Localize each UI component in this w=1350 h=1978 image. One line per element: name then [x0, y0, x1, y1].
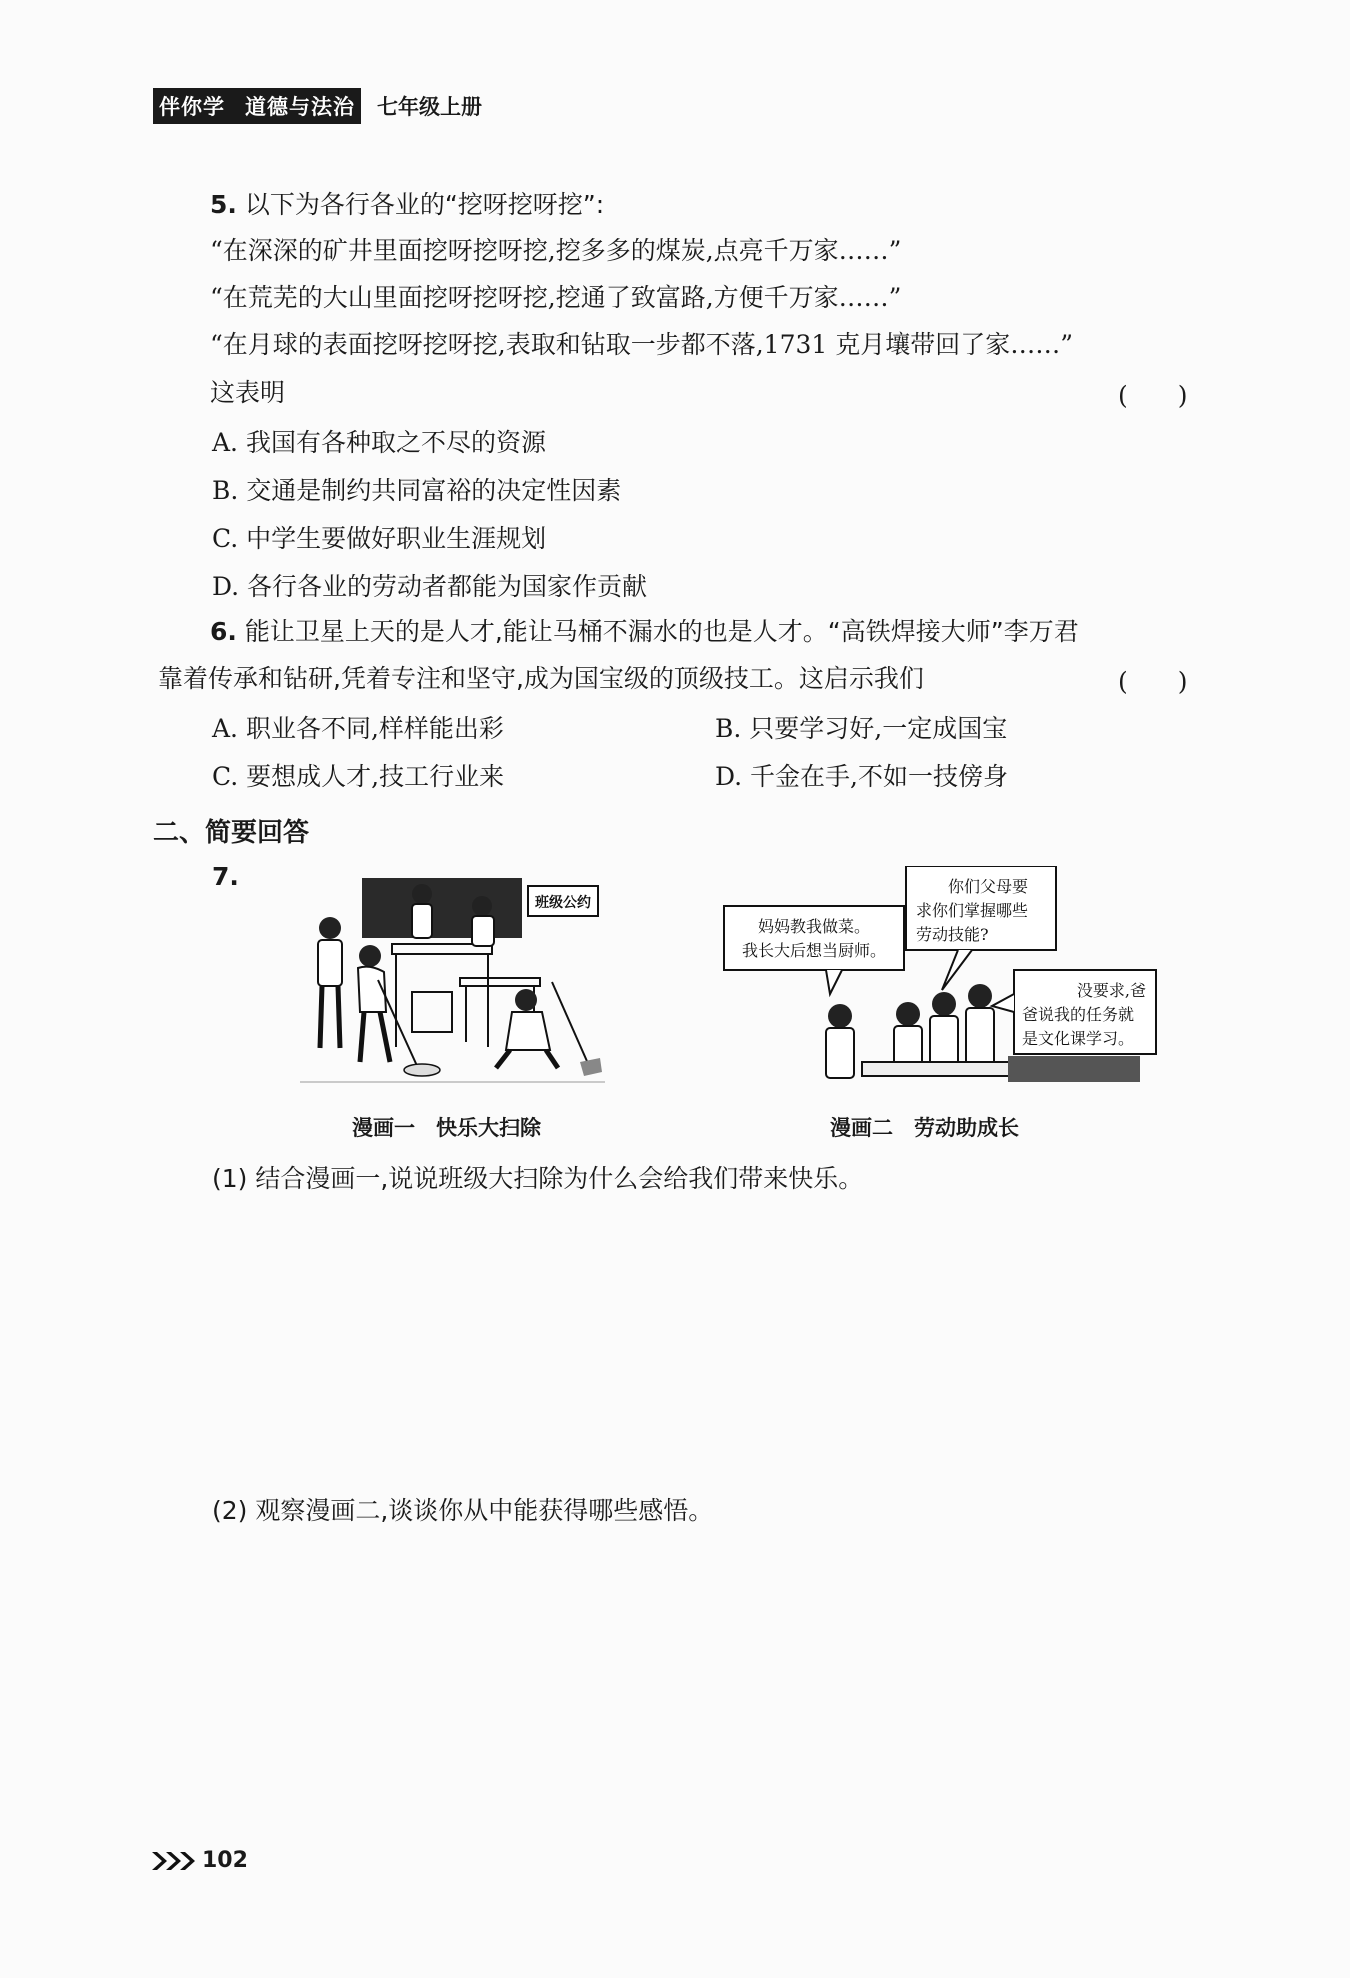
q6-option-c: C. 要想成人才,技工行业来: [212, 762, 505, 791]
q5-option-a: A. 我国有各种取之不尽的资源: [212, 428, 546, 457]
comic-2-bubble-3-line-1: 没要求,爸: [1076, 981, 1146, 1000]
page-header: [153, 88, 482, 124]
comic-2-caption: 漫画二 劳动助成长: [830, 1116, 1019, 1140]
q7-number: 7.: [212, 862, 239, 891]
q5-option-b: B. 交通是制约共同富裕的决定性因素: [212, 476, 622, 505]
q6-option-d: D. 千金在手,不如一技傍身: [715, 762, 1008, 791]
subject-title: 道德与法治: [245, 95, 355, 119]
header-bar: [153, 88, 361, 124]
comic-2-bubble-2-line-3: 劳动技能?: [916, 925, 989, 944]
q5-answer-paren: ( ): [1118, 381, 1188, 410]
q6-option-a: A. 职业各不同,样样能出彩: [212, 714, 504, 743]
q5-quote-2: “在荒芜的大山里面挖呀挖呀挖,挖通了致富路,方便千万家……”: [210, 283, 902, 312]
comic-1-caption: 漫画一 快乐大扫除: [352, 1116, 541, 1140]
page-footer: [150, 1848, 248, 1873]
comic-2-bubble-3-line-2: 爸说我的任务就: [1022, 1005, 1135, 1024]
q6-answer-paren: ( ): [1118, 667, 1188, 696]
comic-2-bubble-1-line-1: 妈妈教我做菜。: [757, 917, 871, 936]
q7-sub-2: (2) 观察漫画二,谈谈你从中能获得哪些感悟。: [212, 1496, 714, 1525]
q6-line-2: 靠着传承和钻研,凭着专注和坚守,成为国宝级的顶级技工。这启示我们: [158, 664, 924, 693]
triple-chevron-icon: [150, 1850, 198, 1872]
comic-2-bubble-1-line-2: 我长大后想当厨师。: [741, 941, 887, 960]
comic-2-bubble-3-line-3: 是文化课学习。: [1022, 1029, 1135, 1048]
q5-stem: 5. 以下为各行各业的“挖呀挖呀挖”:: [210, 190, 605, 219]
q5-quote-1: “在深深的矿井里面挖呀挖呀挖,挖多多的煤炭,点亮千万家……”: [210, 236, 902, 265]
book-title: 伴你学: [159, 95, 225, 119]
q7-sub-1: (1) 结合漫画一,说说班级大扫除为什么会给我们带来快乐。: [212, 1164, 864, 1193]
section-2-title: 二、简要回答: [153, 818, 310, 848]
comic-2-illustration: [722, 866, 1162, 1092]
comic-1-illustration: [300, 872, 605, 1090]
q6-option-b: B. 只要学习好,一定成国宝: [715, 714, 1008, 743]
q5-option-d: D. 各行各业的劳动者都能为国家作贡献: [212, 572, 648, 601]
page-number: 102: [202, 1848, 248, 1873]
q5-tail: 这表明: [210, 378, 286, 407]
grade-label: 七年级上册: [377, 95, 482, 119]
comic-2-bubble-2-line-2: 求你们掌握哪些: [916, 901, 1029, 920]
comic-2-bubble-2-line-1: 你们父母要: [947, 877, 1028, 896]
q5-option-c: C. 中学生要做好职业生涯规划: [212, 524, 547, 553]
q6-line-1: 6. 能让卫星上天的是人才,能让马桶不漏水的也是人才。“高铁焊接大师”李万君: [210, 617, 1079, 646]
q5-quote-3: “在月球的表面挖呀挖呀挖,表取和钻取一步都不落,1731 克月壤带回了家……”: [210, 330, 1074, 359]
comic-1-board-text: 班级公约: [535, 895, 591, 911]
